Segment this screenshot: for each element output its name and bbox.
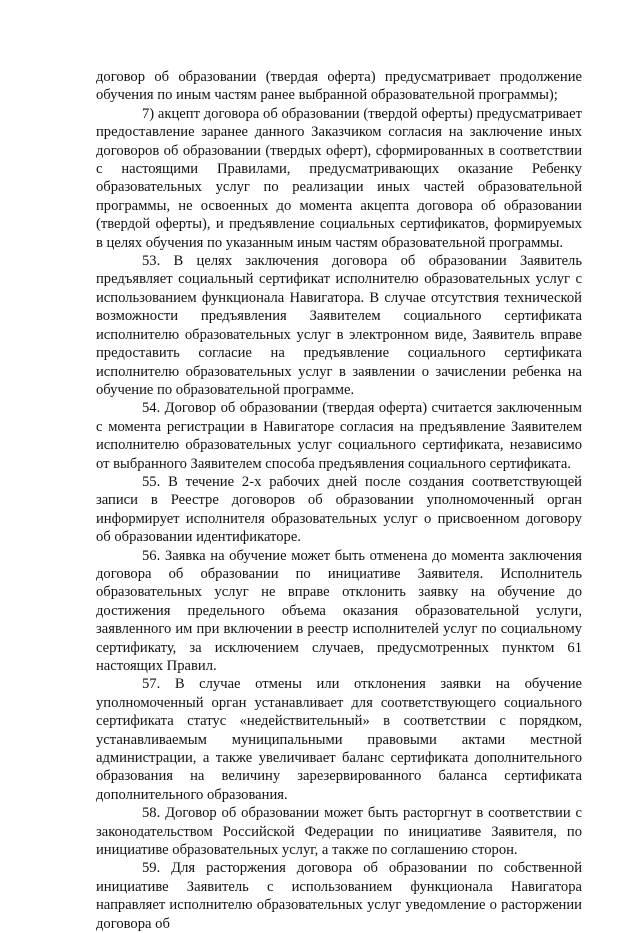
paragraph-item-59: 59. Для расторжения договора об образовании по собственной инициативе Заявитель с использованием функционала Навигатора направляет исполнителю образовательных услуг уведомление о расторжении договора об — [96, 860, 582, 932]
paragraph-item-58: 58. Договор об образовании может быть расторгнут в соответствии с законодательством Российской Федерации по инициативе Заявителя, по инициативе образовательных услуг, а также по соглашению сторон. — [96, 805, 582, 859]
document-page — [96, 68, 582, 933]
paragraph-continuation: договор об образовании (твердая оферта) предусматривает продолжение обучения по иным частям ранее выбранной образовательной программы); — [96, 69, 582, 104]
paragraph-item-53: 53. В целях заключения договора об образовании Заявитель предъявляет социальный сертификат исполнителю образовательных услуг с использованием функционала Навигатора. В случае отсутствия технической возможности предъявления Заявителем социального сертификата исполнителю образовательных услуг в электронном виде, Заявитель вправе предоставить согласие на предъявление социального сертификата исполнителю образовательных услуг в заявлении о зачислении ребенка на обучение по образовательной программе. — [96, 253, 582, 398]
paragraph-item-55: 55. В течение 2-х рабочих дней после создания соответствующей записи в Реестре договоров об образовании уполномоченный орган информирует исполнителя образовательных услуг о присвоенном договору об образовании идентификаторе. — [96, 473, 582, 546]
paragraph-item-54: 54. Договор об образовании (твердая оферта) считается заключенным с момента регистрации в Навигаторе согласия на предъявление Заявителем исполнителю образовательных услуг социального сертификата, независимо от выбранного Заявителем способа предъявления социального сертификата. — [96, 400, 582, 472]
paragraph-item-7: 7) акцепт договора об образовании (твердой оферты) предусматривает предоставление заранее данного Заказчиком согласия на заключение иных договоров об образовании (твердых оферт), сформированных в соответствии с настоящими Правилами, предусматривающих оказание Ребенку образовательных услуг по реализации иных частей образовательной программы, не освоенных до момента акцепта договора об образовании (твердой оферты), и предъявление социальных сертификатов, формируемых в целях обучения по указанным иным частям образовательной программы. — [96, 105, 582, 251]
paragraph-item-57: 57. В случае отмены или отклонения заявки на обучение уполномоченный орган устанавливает для соответствующего социального сертификата статус «недействительный» в соответствии с порядком, устанавливаемым муниципальными правовыми актами местной администрации, а также увеличивает баланс сертификата дополнительного образования на величину зарезервированного баланса сертификата дополнительного образования. — [96, 676, 582, 803]
paragraph-item-56: 56. Заявка на обучение может быть отменена до момента заключения договора об образовании по инициативе Заявителя. Исполнитель образовательных услуг не вправе отклонить заявку на обучение до достижения предельного объема оказания образовательной услуги, заявленного им при включении в реестр исполнителей услуг по социальному сертификату, за исключением случаев, предусмотренных пунктом 61 настоящих Правил. — [96, 547, 582, 674]
